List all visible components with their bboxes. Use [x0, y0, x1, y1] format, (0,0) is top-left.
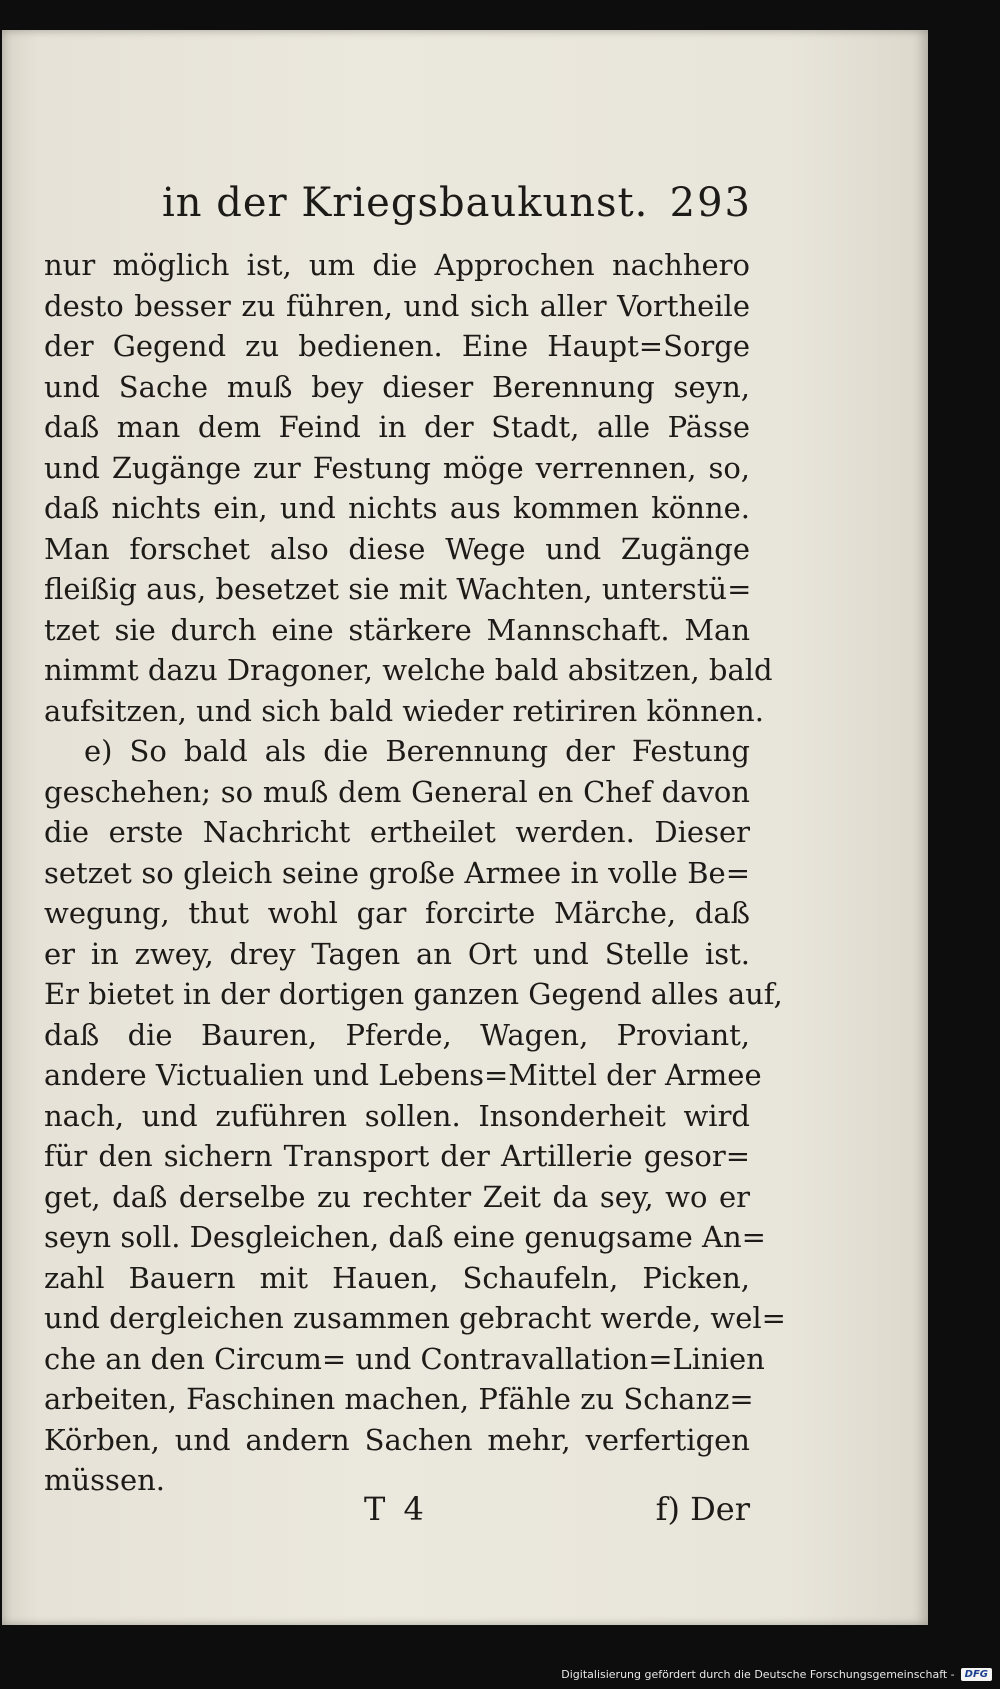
paragraph-start-line: e) So bald als die Berennung der Festung — [84, 734, 750, 768]
text-line: setzet so gleich seine große Armee in volle Be= — [44, 855, 750, 890]
text-line: müssen. — [44, 1463, 165, 1497]
dfg-logo: DFG — [961, 1668, 992, 1681]
credit-text: Digitalisierung gefördert durch die Deutsche Forschungsgemeinschaft - — [561, 1667, 955, 1681]
text-line: desto besser zu führen, und sich aller Vortheile — [44, 288, 750, 323]
catchword: f) Der — [655, 1490, 750, 1528]
text-line: daß man dem Feind in der Stadt, alle Pässe — [44, 410, 750, 444]
text-line: der Gegend zu bedienen. Eine Haupt=Sorge — [44, 329, 750, 363]
text-line: wegung, thut wohl gar forcirte Märche, daß — [44, 896, 750, 930]
text-line: nur möglich ist, um die Approchen nachhero — [44, 248, 750, 282]
text-line: andere Victualien und Lebens=Mittel der Armee — [44, 1058, 762, 1092]
book-page — [2, 30, 928, 1625]
text-line: er in zwey, drey Tagen an Ort und Stelle ist. — [44, 936, 750, 971]
running-title: in der Kriegsbaukunst. — [162, 180, 649, 226]
text-line: aufsitzen, und sich bald wieder retiriren können. — [44, 693, 764, 728]
text-line: seyn soll. Desgleichen, daß eine genugsame An= — [44, 1220, 766, 1254]
signature-mark: T 4 — [364, 1490, 428, 1528]
text-line: daß nichts ein, und nichts aus kommen könne. — [44, 491, 750, 525]
text-line: daß die Bauren, Pferde, Wagen, Proviant, — [44, 1017, 750, 1052]
page-number: 293 — [669, 180, 752, 226]
text-line: und Zugänge zur Festung möge verrennen, so, — [44, 450, 750, 485]
text-line: zahl Bauern mit Hauen, Schaufeln, Picken, — [44, 1260, 750, 1295]
text-line: geschehen; so muß dem General en Chef davon — [44, 774, 750, 809]
text-line: tzet sie durch eine stärkere Mannschaft. Man — [44, 612, 750, 647]
text-line: die erste Nachricht ertheilet werden. Dieser — [44, 815, 750, 849]
text-line: nimmt dazu Dragoner, welche bald absitzen, bald — [44, 653, 773, 687]
page-header — [162, 180, 752, 230]
page-footer — [44, 1490, 750, 1540]
text-line: Körben, und andern Sachen mehr, verfertigen — [44, 1422, 750, 1457]
text-line: che an den Circum= und Contravallation=Linien — [44, 1341, 765, 1376]
text-line: für den sichern Transport der Artillerie gesor= — [44, 1139, 750, 1173]
text-line: und dergleichen zusammen gebracht werde, wel= — [44, 1301, 786, 1335]
text-line: arbeiten, Faschinen machen, Pfähle zu Schanz= — [44, 1382, 754, 1416]
text-line: Man forschet also diese Wege und Zugänge — [44, 531, 750, 566]
text-line: und Sache muß bey dieser Berennung seyn, — [44, 369, 750, 404]
digitization-credit — [561, 1663, 992, 1685]
text-line: get, daß derselbe zu rechter Zeit da sey, wo er — [44, 1179, 750, 1214]
text-line: fleißig aus, besetzet sie mit Wachten, unterstü= — [44, 572, 752, 606]
text-line: Er bietet in der dortigen ganzen Gegend alles auf, — [44, 977, 783, 1011]
body-text — [44, 245, 786, 1501]
text-line: nach, und zuführen sollen. Insonderheit wird — [44, 1098, 750, 1133]
